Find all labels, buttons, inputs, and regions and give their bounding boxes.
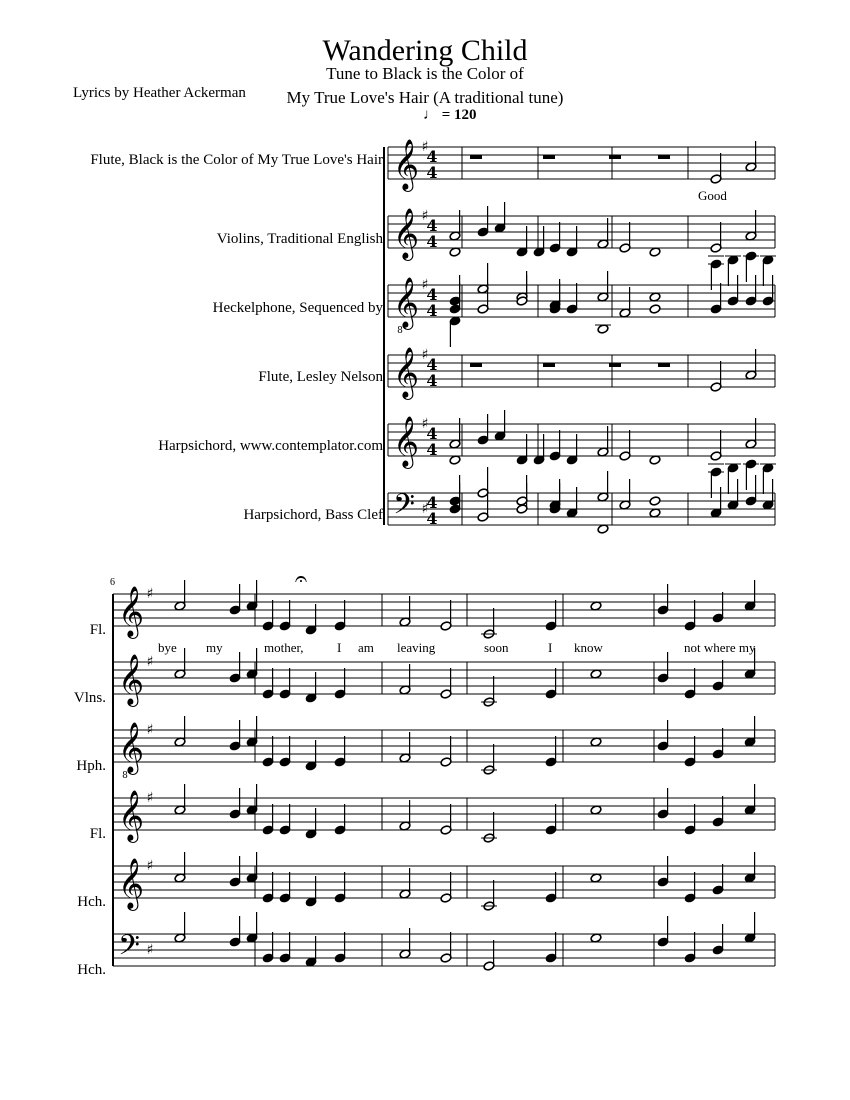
key-signature-sharp: ♯ [421, 139, 429, 155]
instrument-abbrev: Hch. [77, 962, 106, 978]
time-signature-top: 4 [426, 355, 438, 374]
treble-clef-icon: 𝄞 [117, 586, 145, 637]
instrument-abbrev: Fl. [89, 826, 106, 842]
whole-rest [658, 363, 670, 367]
key-signature-sharp: ♯ [146, 942, 154, 958]
subtitle-line-2: My True Love's Hair (A traditional tune) [286, 88, 564, 107]
treble-clef-icon: 𝄞 [117, 858, 145, 909]
instrument-name: Violins, Traditional English [216, 231, 383, 247]
time-signature-top: 4 [426, 424, 438, 443]
time-signature-bottom: 4 [426, 163, 438, 182]
instrument-name: Flute, Black is the Color of My True Love's Hair [90, 152, 383, 168]
time-signature-bottom: 4 [426, 371, 438, 390]
treble-clef-icon: 𝄞 [392, 277, 420, 328]
whole-rest [543, 363, 555, 367]
key-signature-sharp: ♯ [146, 654, 154, 670]
lyric-syllable: not where my [684, 640, 756, 655]
instrument-name: Harpsichord, www.contemplator.com [158, 438, 383, 454]
key-signature-sharp: ♯ [146, 858, 154, 874]
score-title: Wandering Child [322, 34, 528, 67]
whole-rest [658, 155, 670, 159]
lyric-syllable: I [548, 640, 553, 655]
treble-clef-icon: 𝄞 [392, 208, 420, 259]
time-signature-bottom: 4 [426, 232, 438, 251]
measure-number: 6 [110, 577, 115, 588]
instrument-abbrev: Hph. [76, 758, 106, 774]
time-signature-bottom: 4 [426, 301, 438, 320]
lyric-syllable: know [574, 640, 603, 655]
lyric-syllable: my [206, 640, 223, 655]
time-signature-top: 4 [426, 216, 438, 235]
lyric-syllable: mother, [264, 640, 304, 655]
note-head [649, 304, 661, 314]
lyric-syllable: am [358, 640, 374, 655]
lyric-syllable: Good [698, 188, 727, 203]
instrument-name: Harpsichord, Bass Clef [243, 507, 383, 523]
whole-rest [609, 155, 621, 159]
bass-clef-icon: 𝄢 [118, 929, 140, 969]
key-signature-sharp: ♯ [421, 416, 429, 432]
fermata-icon: 𝄐 [294, 567, 308, 592]
key-signature-sharp: ♯ [421, 208, 429, 224]
instrument-abbrev: Fl. [89, 622, 106, 638]
treble-clef-icon: 𝄞 [392, 139, 420, 190]
key-signature-sharp: ♯ [421, 501, 429, 517]
octave-mark: 8 [122, 771, 128, 781]
instrument-name: Flute, Lesley Nelson [258, 369, 383, 385]
lyricist-credit: Lyrics by Heather Ackerman [73, 85, 246, 101]
time-signature-bottom: 4 [426, 509, 438, 528]
key-signature-sharp: ♯ [146, 722, 154, 738]
treble-clef-icon: 𝄞 [117, 722, 145, 773]
key-signature-sharp: ♯ [146, 586, 154, 602]
bass-clef-icon: 𝄢 [393, 488, 415, 528]
octave-mark: 8 [397, 326, 403, 336]
lyric-syllable: bye [158, 640, 177, 655]
treble-clef-icon: 𝄞 [117, 790, 145, 841]
whole-rest [609, 363, 621, 367]
note-head [649, 496, 661, 506]
tempo-marking: ♩ = 120 [423, 107, 477, 123]
time-signature-bottom: 4 [426, 440, 438, 459]
whole-rest [470, 155, 482, 159]
time-signature-top: 4 [426, 147, 438, 166]
treble-clef-icon: 𝄞 [117, 654, 145, 705]
time-signature-top: 4 [426, 285, 438, 304]
instrument-abbrev: Hch. [77, 894, 106, 910]
instrument-name: Heckelphone, Sequenced by [212, 300, 383, 316]
instrument-abbrev: Vlns. [73, 690, 106, 706]
lyric-syllable: I [337, 640, 342, 655]
subtitle-line-1: Tune to Black is the Color of [326, 64, 524, 83]
whole-rest [543, 155, 555, 159]
whole-rest [470, 363, 482, 367]
treble-clef-icon: 𝄞 [392, 347, 420, 398]
lyric-syllable: soon [484, 640, 509, 655]
key-signature-sharp: ♯ [421, 347, 429, 363]
key-signature-sharp: ♯ [421, 277, 429, 293]
lyric-syllable: leaving [397, 640, 436, 655]
time-signature-top: 4 [426, 493, 438, 512]
treble-clef-icon: 𝄞 [392, 416, 420, 467]
key-signature-sharp: ♯ [146, 790, 154, 806]
